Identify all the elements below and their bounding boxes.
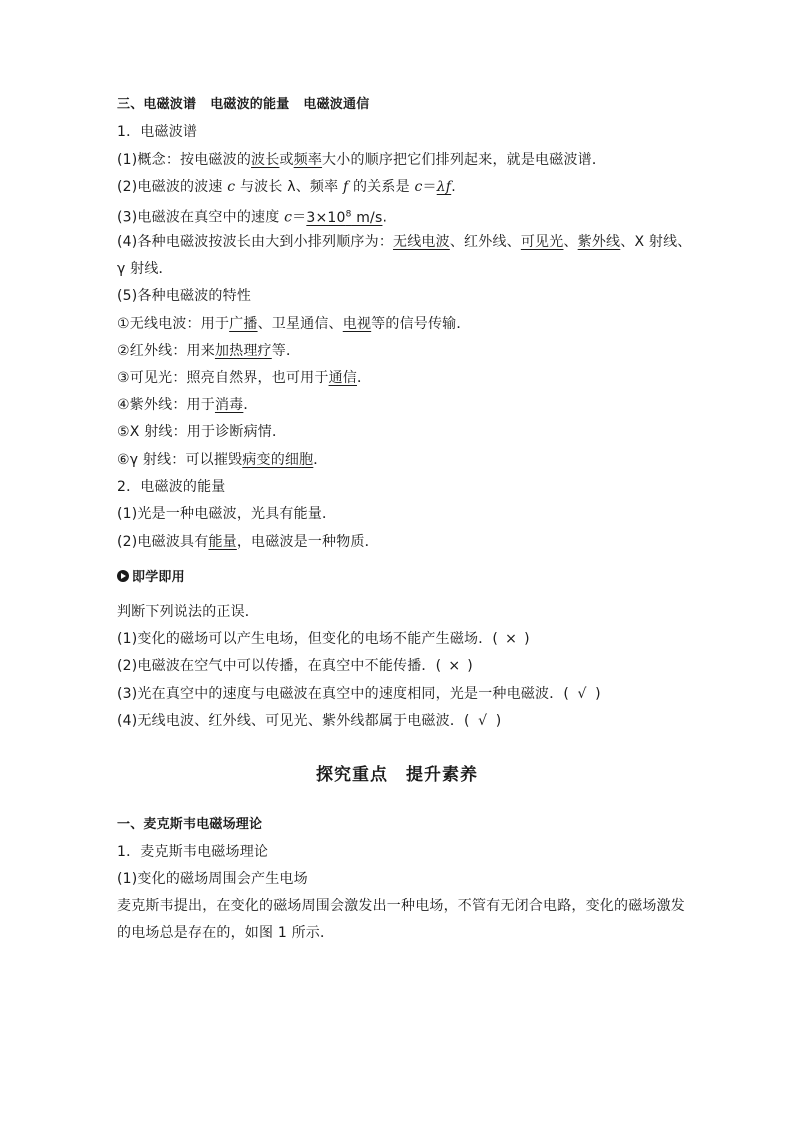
play-circle-icon	[117, 570, 129, 582]
paragraph-em-energy: (2)电磁波具有能量，电磁波是一种物质．	[117, 534, 379, 550]
answer-mark: √	[478, 713, 488, 729]
paragraph-concept: (1)概念：按电磁波的波长或频率大小的顺序把它们排列起来，就是电磁波谱．	[117, 152, 607, 168]
practice-question-3: (3)光在真空中的速度与电磁波在真空中的速度相同，光是一种电磁波．( √ )	[117, 686, 601, 702]
property-visible: ③可见光：照亮自然界，也可用于通信．	[117, 370, 372, 386]
property-infrared: ②红外线：用来加热理疗等．	[117, 343, 301, 359]
answer-mark: ×	[448, 658, 461, 674]
answer-mark: √	[577, 686, 587, 702]
practice-question-4: (4)无线电波、红外线、可见光、紫外线都属于电磁波．( √ )	[117, 713, 502, 729]
paragraph-order-cont: γ 射线．	[117, 261, 173, 277]
section-heading-1: 一、麦克斯韦电磁场理论	[117, 817, 263, 832]
paragraph-order: (4)各种电磁波按波长由大到小排列顺序为：无线电波、红外线、可见光、紫外线、X 射线、	[117, 234, 692, 250]
section-title: 探究重点 提升素养	[316, 765, 478, 785]
paragraph-changing-field: (1)变化的磁场周围会产生电场	[117, 871, 308, 887]
practice-question-1: (1)变化的磁场可以产生电场，但变化的电场不能产生磁场．( × )	[117, 631, 530, 647]
property-radio: ①无线电波：用于广播、卫星通信、电视等的信号传输．	[117, 316, 471, 332]
practice-intro: 判断下列说法的正误．	[117, 604, 259, 620]
paragraph-wave-speed: (2)电磁波的波速 c 与波长 λ、频率 f 的关系是 c＝λf.	[117, 179, 456, 195]
property-uv: ④紫外线：用于消毒．	[117, 397, 258, 413]
practice-label: 即学即用	[117, 568, 185, 588]
practice-question-2: (2)电磁波在空气中可以传播，在真空中不能传播．( × )	[117, 658, 473, 674]
paragraph-vacuum-speed: (3)电磁波在真空中的速度 $c=3\times 10^8$ m/s.	[117, 209, 388, 226]
paragraph-maxwell-line2: 的电场总是存在的，如图 1 所示．	[117, 925, 335, 941]
item-title: 1．电磁波谱	[117, 124, 198, 140]
paragraph-maxwell-line1: 麦克斯韦提出，在变化的磁场周围会激发出一种电场，不管有无闭合电路，变化的磁场激发	[117, 898, 685, 914]
paragraph-properties: (5)各种电磁波的特性	[117, 288, 252, 304]
property-gamma: ⑥γ 射线：可以摧毁病变的细胞．	[117, 452, 328, 468]
heading-part: 电磁波通信	[303, 97, 370, 112]
heading-part: 三、电磁波谱	[117, 97, 197, 112]
heading-part: 电磁波的能量	[210, 97, 290, 112]
item-title: 1．麦克斯韦电磁场理论	[117, 844, 269, 860]
property-xray: ⑤X 射线：用于诊断病情．	[117, 424, 287, 440]
paragraph-light-energy: (1)光是一种电磁波，光具有能量．	[117, 506, 337, 522]
answer-mark: ×	[505, 631, 518, 647]
section-heading-3	[117, 95, 369, 115]
item-title: 2．电磁波的能量	[117, 479, 226, 495]
